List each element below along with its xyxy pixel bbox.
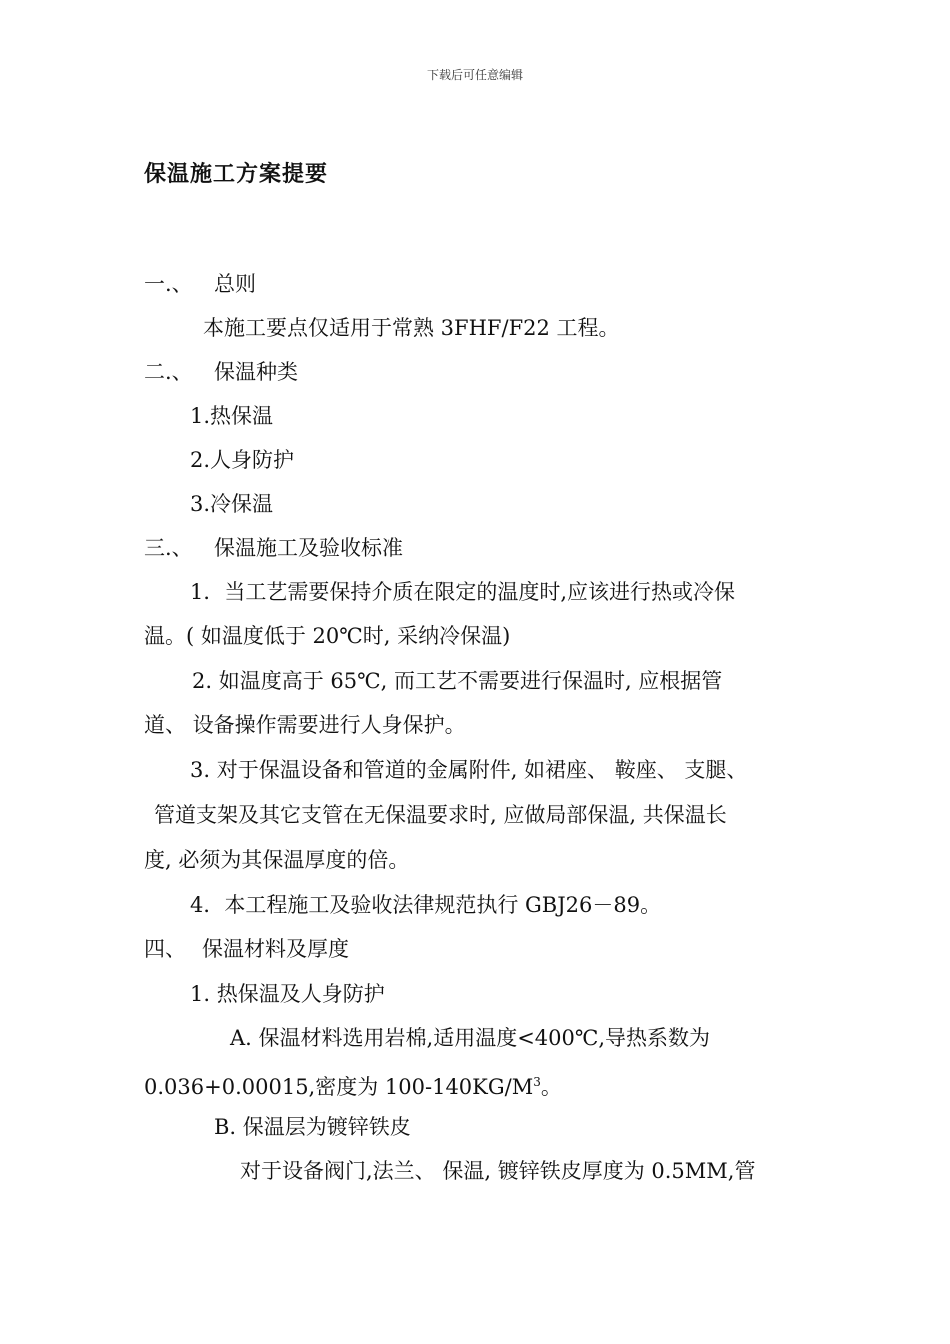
section-2-number: 二.、 <box>144 360 193 384</box>
section-4-title: 保温材料及厚度 <box>202 937 349 961</box>
section-4-item-a-line-1: A. 保温材料选用岩棉,适用温度<400℃,导热系数为 <box>230 1026 711 1050</box>
page-header-note: 下载后可任意编辑 <box>426 68 523 82</box>
document-title: 保温施工方案提要 <box>144 162 329 187</box>
section-3-para-3-line-2: 管道支架及其它支管在无保温要求时, 应做局部保温, 共保温长 <box>154 803 727 827</box>
section-3-para-1-line-1: 1．当工艺需要保持介质在限定的温度时,应该进行热或冷保 <box>190 580 736 604</box>
section-4-item-1: 1. 热保温及人身防护 <box>190 982 385 1006</box>
section-3-para-1-line-2: 温。( 如温度低于 20℃时, 采纳冷保温) <box>144 624 511 648</box>
section-4-item-a-text: 0.036+0.00015,密度为 100-140KG/M <box>144 1075 534 1099</box>
section-4-item-a-line-2 <box>144 1068 562 1101</box>
section-4-item-b-paragraph: 对于设备阀门,法兰、 保温, 镀锌铁皮厚度为 0.5MM,管 <box>240 1159 756 1183</box>
section-3-para-3-line-1: 3. 对于保温设备和管道的金属附件, 如裙座、 鞍座、 支腿、 <box>190 758 748 782</box>
superscript-3: 3 <box>533 1075 541 1089</box>
section-2-title: 保温种类 <box>214 360 298 384</box>
section-1-paragraph: 本施工要点仅适用于常熟 3FHF/F22 工程。 <box>203 316 620 340</box>
section-3-title: 保温施工及验收标准 <box>214 536 403 560</box>
section-3-para-2-line-2: 道、 设备操作需要进行人身保护。 <box>144 713 466 737</box>
section-4-item-b: B. 保温层为镀锌铁皮 <box>214 1115 411 1139</box>
section-1-number: 一.、 <box>144 272 193 296</box>
section-2-item-3: 3.冷保温 <box>190 492 274 516</box>
section-1-title: 总则 <box>214 272 256 296</box>
section-4-item-a-end: 。 <box>540 1075 562 1099</box>
section-3-para-3-line-3: 度, 必须为其保温厚度的倍。 <box>144 848 410 872</box>
section-2-item-2: 2.人身防护 <box>190 448 295 472</box>
section-3-para-2-line-1: 2. 如温度高于 65℃, 而工艺不需要进行保温时, 应根据管 <box>192 669 723 693</box>
section-2-item-1: 1.热保温 <box>190 404 274 428</box>
section-4-number: 四、 <box>144 937 186 961</box>
section-3-para-4: 4．本工程施工及验收法律规范执行 GBJ26－89。 <box>190 893 662 917</box>
section-3-number: 三.、 <box>144 536 193 560</box>
